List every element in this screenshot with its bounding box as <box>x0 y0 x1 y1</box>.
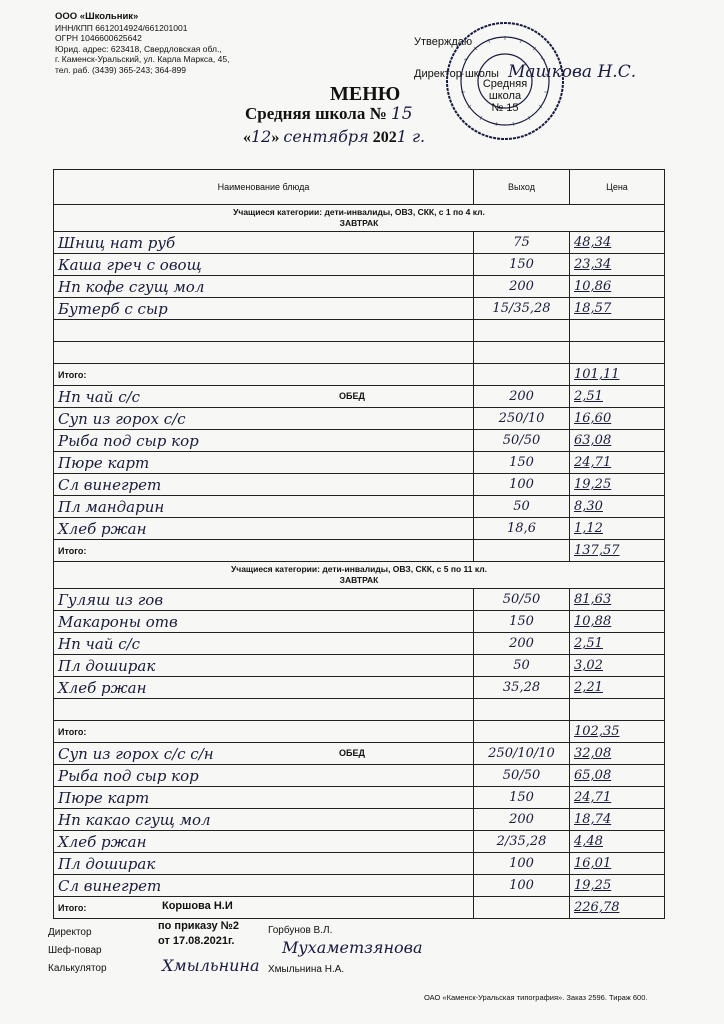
dish-name-text: Каша греч с овощ <box>58 255 202 274</box>
empty-cell <box>474 699 570 721</box>
director-label: Директор школы <box>414 68 499 80</box>
empty-cell <box>54 320 474 342</box>
menu-item-row <box>54 474 665 496</box>
dish-name <box>54 853 474 875</box>
total-label: Итого: <box>54 721 474 743</box>
dish-yield: 75 <box>474 232 570 254</box>
dish-price: 24,71 <box>570 787 665 809</box>
dish-price: 18,57 <box>570 298 665 320</box>
menu-item-row <box>54 765 665 787</box>
dish-price: 24,71 <box>570 452 665 474</box>
menu-item-row <box>54 276 665 298</box>
menu-table <box>53 169 665 919</box>
dish-price: 19,25 <box>570 875 665 897</box>
dish-name <box>54 518 474 540</box>
empty-cell <box>570 699 665 721</box>
dish-price: 8,30 <box>570 496 665 518</box>
empty-cell <box>474 721 570 743</box>
dish-price: 2,21 <box>570 677 665 699</box>
menu-item-row <box>54 831 665 853</box>
dish-name-text: Пл мандарин <box>58 497 165 516</box>
chef-sign-label: Шеф-повар <box>48 945 102 956</box>
dish-name-text: Шниц нат руб <box>58 233 176 252</box>
dish-yield: 200 <box>474 276 570 298</box>
dish-yield: 100 <box>474 875 570 897</box>
dish-name-text: Пюре карт <box>58 453 150 472</box>
dish-name <box>54 677 474 699</box>
group1-title: Учащиеся категории: дети-инвалиды, ОВЗ, СКК, с 1 по 4 кл. <box>233 207 485 217</box>
lunch-label: ОБЕД <box>339 748 365 758</box>
dish-name-text: Нп чай с/с <box>58 634 141 653</box>
dish-name <box>54 611 474 633</box>
menu-item-row <box>54 232 665 254</box>
dish-name-text: Макароны отв <box>58 612 178 631</box>
dish-yield: 150 <box>474 452 570 474</box>
dish-name-text: Нп чай с/с <box>58 387 141 406</box>
date-year-printed: 202 <box>372 129 397 146</box>
school-label: Средняя школа № <box>245 104 387 123</box>
dish-price: 1,12 <box>570 518 665 540</box>
dish-name-text: Хлеб ржан <box>58 519 147 538</box>
total-row <box>54 540 665 562</box>
breakfast-label: ЗАВТРАК <box>339 575 379 585</box>
dish-name-text: Нп кофе сгущ мол <box>58 277 205 296</box>
menu-item-row <box>54 611 665 633</box>
dish-yield: 50 <box>474 496 570 518</box>
dish-name <box>54 386 474 408</box>
dish-name <box>54 875 474 897</box>
total-label: Итого: <box>54 364 474 386</box>
stamp-center-text <box>478 78 532 114</box>
dish-name <box>54 809 474 831</box>
dish-price: 10,88 <box>570 611 665 633</box>
breakfast-label: ЗАВТРАК <box>339 218 379 228</box>
school-line <box>245 104 413 124</box>
dish-yield: 50/50 <box>474 589 570 611</box>
dish-name <box>54 765 474 787</box>
dish-name-text: Гуляш из гов <box>58 590 164 609</box>
dish-name <box>54 408 474 430</box>
dish-yield: 150 <box>474 611 570 633</box>
dish-yield: 150 <box>474 787 570 809</box>
org-line: г. Каменск-Уральский, ул. Карла Маркса, 45, <box>55 54 230 64</box>
dish-price: 23,34 <box>570 254 665 276</box>
director-sign-label: Директор <box>48 927 92 938</box>
menu-item-row <box>54 518 665 540</box>
dish-price: 10,86 <box>570 276 665 298</box>
group2-title: Учащиеся категории: дети-инвалиды, ОВЗ, СКК, с 5 по 11 кл. <box>230 564 488 574</box>
dish-name <box>54 743 474 765</box>
empty-cell <box>474 320 570 342</box>
dish-price: 19,25 <box>570 474 665 496</box>
dish-name-text: Рыба под сыр кор <box>58 431 199 450</box>
dish-price: 65,08 <box>570 765 665 787</box>
dish-yield: 100 <box>474 474 570 496</box>
date-line: «12» сентября 2021 г. <box>243 127 426 146</box>
org-line: ООО «Школьник» <box>55 11 139 22</box>
dish-price: 18,74 <box>570 809 665 831</box>
dish-name <box>54 298 474 320</box>
dish-yield: 250/10 <box>474 408 570 430</box>
dish-price: 2,51 <box>570 633 665 655</box>
dish-yield: 200 <box>474 386 570 408</box>
total-row <box>54 897 665 919</box>
order-date: от 17.08.2021г. <box>158 935 235 947</box>
dish-name-text: Хлеб ржан <box>58 678 147 697</box>
menu-item-row <box>54 655 665 677</box>
menu-item-row <box>54 743 665 765</box>
stamp-text-line: Средняя <box>482 78 528 90</box>
dish-yield: 50 <box>474 655 570 677</box>
empty-cell <box>570 342 665 364</box>
empty-cell <box>54 699 474 721</box>
calc-sign-name: Хмыльнина Н.А. <box>268 964 345 975</box>
dish-yield: 100 <box>474 853 570 875</box>
dish-name-text: Пл доширак <box>58 854 156 873</box>
director-sign-name: Горбунов В.Л. <box>268 925 333 936</box>
total-label: Итого: <box>54 540 474 562</box>
menu-item-row <box>54 875 665 897</box>
dish-name <box>54 276 474 298</box>
menu-item-row <box>54 298 665 320</box>
menu-item-row <box>54 589 665 611</box>
dish-name <box>54 452 474 474</box>
dish-name-text: Сл винегрет <box>58 876 162 895</box>
menu-item-row <box>54 633 665 655</box>
menu-item-row <box>54 496 665 518</box>
menu-item-row <box>54 430 665 452</box>
dish-yield: 150 <box>474 254 570 276</box>
dish-price: 16,60 <box>570 408 665 430</box>
dish-yield: 35,28 <box>474 677 570 699</box>
total-value: 102,35 <box>570 721 665 743</box>
dish-name <box>54 655 474 677</box>
dish-name <box>54 787 474 809</box>
menu-item-row <box>54 408 665 430</box>
empty-cell <box>474 897 570 919</box>
empty-cell <box>474 342 570 364</box>
empty-cell <box>54 342 474 364</box>
dish-price: 2,51 <box>570 386 665 408</box>
dish-price: 48,34 <box>570 232 665 254</box>
dish-name-text: Суп из горох с/с с/н <box>58 744 214 763</box>
dish-name-text: Сл винегрет <box>58 475 162 494</box>
dish-yield: 250/10/10 <box>474 743 570 765</box>
lunch-label: ОБЕД <box>339 391 365 401</box>
responsible-name: Коршова Н.И <box>162 900 233 912</box>
menu-item-row <box>54 452 665 474</box>
menu-item-row <box>54 254 665 276</box>
total-value: 137,57 <box>570 540 665 562</box>
printer-footer: ОАО «Каменск-Уральская типография». Заказ 2596. Тираж 600. <box>424 993 648 1002</box>
organization-details <box>55 12 305 75</box>
dish-yield: 15/35,28 <box>474 298 570 320</box>
stamp-text-line: № 15 <box>491 102 519 114</box>
dish-name-text: Рыба под сыр кор <box>58 766 199 785</box>
org-line: ИНН/КПП 6612014924/661201001 <box>55 22 188 33</box>
empty-cell <box>474 540 570 562</box>
dish-name-text: Хлеб ржан <box>58 832 147 851</box>
school-number: 15 <box>390 104 413 124</box>
total-value: 226,78 <box>570 897 665 919</box>
chef-signature: Мухаметзянова <box>282 938 423 957</box>
dish-name <box>54 430 474 452</box>
org-line: ОГРН 1046600625642 <box>55 33 142 43</box>
date-month: сентября <box>283 127 369 146</box>
dish-name <box>54 232 474 254</box>
dish-name-text: Пл доширак <box>58 656 156 675</box>
menu-item-row <box>54 677 665 699</box>
empty-cell <box>474 364 570 386</box>
dish-yield: 50/50 <box>474 430 570 452</box>
dish-name <box>54 831 474 853</box>
dish-price: 4,48 <box>570 831 665 853</box>
dish-name-text: Суп из горох с/с <box>58 409 186 428</box>
menu-item-row <box>54 853 665 875</box>
dish-yield: 50/50 <box>474 765 570 787</box>
order-number: по приказу №2 <box>158 920 240 932</box>
dish-name <box>54 474 474 496</box>
dish-name-text: Пюре карт <box>58 788 150 807</box>
total-value: 101,11 <box>570 364 665 386</box>
calc-sign-label: Калькулятор <box>48 963 107 974</box>
org-line: Юрид. адрес: 623418, Свердловская обл., <box>55 43 222 54</box>
page-title: МЕНЮ <box>330 83 401 105</box>
dish-name <box>54 254 474 276</box>
dish-name <box>54 633 474 655</box>
table-header-row <box>54 170 665 205</box>
dish-yield: 18,6 <box>474 518 570 540</box>
calc-signature: Хмыльнина <box>162 956 260 975</box>
dish-yield: 200 <box>474 633 570 655</box>
org-line: тел. раб. (3439) 365-243; 364-899 <box>55 64 187 75</box>
dish-name-text: Нп какао сгущ мол <box>58 810 211 829</box>
stamp-text-line: школа <box>488 90 522 102</box>
dish-price: 81,63 <box>570 589 665 611</box>
dish-name-text: Бутерб с сыр <box>58 299 168 318</box>
col-price-header: Цена <box>570 170 665 205</box>
menu-item-row <box>54 386 665 408</box>
total-row <box>54 721 665 743</box>
dish-price: 3,02 <box>570 655 665 677</box>
date-day: 12 <box>251 127 272 146</box>
dish-name <box>54 496 474 518</box>
category-heading <box>54 205 665 232</box>
date-year-handwritten: 1 г. <box>396 127 426 146</box>
total-row <box>54 364 665 386</box>
director-signature: Машкова Н.С. <box>508 62 637 82</box>
dish-price: 32,08 <box>570 743 665 765</box>
dish-price: 63,08 <box>570 430 665 452</box>
menu-item-row <box>54 809 665 831</box>
empty-cell <box>570 320 665 342</box>
dish-yield: 2/35,28 <box>474 831 570 853</box>
menu-item-row <box>54 787 665 809</box>
approve-label: Утверждаю <box>414 36 473 48</box>
total-label: Итого: <box>54 897 474 919</box>
category-heading <box>54 562 665 589</box>
col-yield-header: Выход <box>474 170 570 205</box>
dish-price: 16,01 <box>570 853 665 875</box>
dish-yield: 200 <box>474 809 570 831</box>
dish-name <box>54 589 474 611</box>
col-dish-header: Наименование блюда <box>54 170 474 205</box>
